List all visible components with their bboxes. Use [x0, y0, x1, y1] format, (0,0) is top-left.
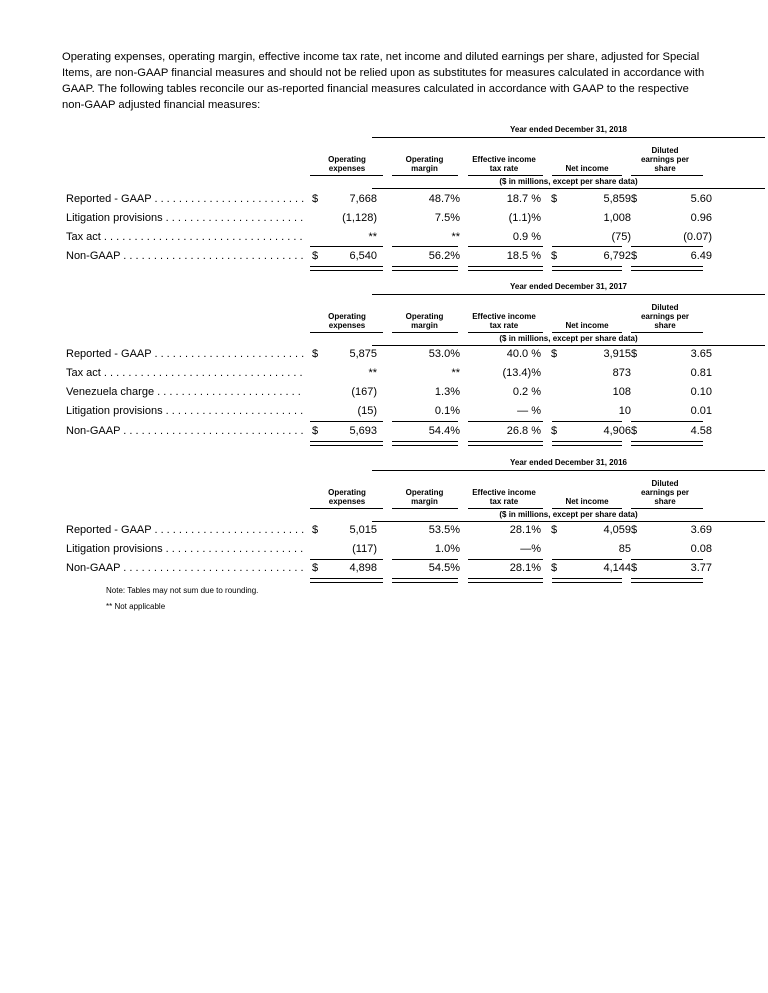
row-label: Non-GAAP . . . — [66, 247, 304, 266]
margin-value: 54.4% — [428, 425, 460, 437]
double-underline — [468, 578, 543, 583]
currency-symbol: $ — [312, 348, 319, 360]
etr-value: 0.2 % — [512, 386, 541, 398]
net-income-value: 85 — [618, 543, 631, 555]
units-caption: ($ in millions, except per share data) — [499, 177, 638, 186]
currency-symbol: $ — [551, 562, 558, 574]
etr-value: 18.7 % — [506, 193, 541, 205]
eps-value: 4.58 — [690, 425, 712, 437]
opex-value: (15) — [357, 405, 377, 417]
currency-symbol: $ — [551, 193, 558, 205]
margin-value: 53.0% — [428, 348, 460, 360]
double-underline — [468, 441, 543, 446]
eps-value: 0.96 — [690, 212, 712, 224]
table-2018 — [62, 124, 712, 274]
table-row — [62, 190, 712, 209]
header-diluted-eps: Diluted earnings per share — [640, 146, 689, 173]
etr-value: 0.9 % — [512, 231, 541, 243]
footnote-rounding: Note: Tables may not sum due to rounding. — [106, 586, 259, 595]
double-underline — [392, 266, 458, 271]
double-underline — [631, 266, 703, 271]
eps-value: 3.65 — [690, 348, 712, 360]
header-diluted-eps: Diluted earnings per share — [640, 303, 689, 330]
etr-value: — % — [517, 405, 541, 417]
header-operating-expenses: Operating expenses — [328, 155, 366, 173]
row-label: Non-GAAP . . . — [66, 422, 304, 441]
currency-symbol: $ — [551, 425, 558, 437]
net-income-value: 873 — [612, 367, 631, 379]
currency-symbol: $ — [631, 348, 638, 360]
opex-value: 5,015 — [349, 524, 377, 536]
table-title: Year ended December 31, 2016 — [510, 458, 627, 467]
header-effective-tax-rate: Effective income tax rate — [472, 312, 536, 330]
row-label: Tax act . . . — [66, 364, 304, 383]
eps-value: 5.60 — [690, 193, 712, 205]
header-net-income: Net income — [565, 321, 609, 330]
table-row-total — [62, 559, 712, 578]
margin-value: 7.5% — [434, 212, 460, 224]
currency-symbol: $ — [631, 193, 638, 205]
opex-value: 4,898 — [349, 562, 377, 574]
row-label: Litigation provisions . . . — [66, 540, 304, 559]
table-title: Year ended December 31, 2018 — [510, 125, 627, 134]
row-label: Venezuela charge . . . — [66, 383, 304, 402]
double-underline — [631, 441, 703, 446]
table-title: Year ended December 31, 2017 — [510, 282, 627, 291]
currency-symbol: $ — [631, 524, 638, 536]
etr-value: (1.1)% — [508, 212, 541, 224]
footnote-not-applicable: ** Not applicable — [106, 602, 166, 611]
margin-value: 54.5% — [428, 562, 460, 574]
title-rule — [372, 470, 765, 471]
currency-symbol: $ — [631, 425, 638, 437]
double-underline — [631, 578, 703, 583]
table-row-total — [62, 422, 712, 441]
double-underline — [392, 441, 458, 446]
currency-symbol: $ — [312, 250, 319, 262]
opex-value: 7,668 — [349, 193, 377, 205]
double-underline — [310, 578, 383, 583]
margin-value: 1.3% — [434, 386, 460, 398]
net-income-value: 4,906 — [603, 425, 631, 437]
row-label: Tax act . . . — [66, 228, 304, 247]
net-income-value: 5,859 — [603, 193, 631, 205]
margin-value: 53.5% — [428, 524, 460, 536]
table-2017 — [62, 281, 712, 451]
row-label: Reported - GAAP . . . — [66, 345, 304, 364]
header-operating-expenses: Operating expenses — [328, 312, 366, 330]
table-row — [62, 228, 712, 247]
margin-value: 1.0% — [434, 543, 460, 555]
eps-value: 0.81 — [690, 367, 712, 379]
opex-value: (117) — [352, 543, 377, 555]
opex-value: 5,875 — [349, 348, 377, 360]
net-income-value: 4,059 — [603, 524, 631, 536]
title-rule — [372, 294, 765, 295]
opex-value: (1,128) — [342, 212, 377, 224]
double-underline — [468, 266, 543, 271]
opex-value: ** — [368, 231, 377, 243]
currency-symbol: $ — [551, 250, 558, 262]
units-rule — [372, 188, 765, 189]
row-label: Litigation provisions . . . — [66, 209, 304, 228]
opex-value: (167) — [351, 386, 377, 398]
etr-value: 26.8 % — [506, 425, 541, 437]
margin-value: ** — [451, 367, 460, 379]
table-row — [62, 345, 712, 364]
units-caption: ($ in millions, except per share data) — [499, 334, 638, 343]
margin-value: 56.2% — [428, 250, 460, 262]
header-operating-margin: Operating margin — [405, 312, 444, 330]
header-effective-tax-rate: Effective income tax rate — [472, 488, 536, 506]
double-underline — [310, 266, 383, 271]
currency-symbol: $ — [551, 524, 558, 536]
table-row — [62, 364, 712, 383]
eps-value: 3.77 — [690, 562, 712, 574]
net-income-value: 4,144 — [603, 562, 631, 574]
net-income-value: 10 — [618, 405, 631, 417]
currency-symbol: $ — [312, 524, 319, 536]
net-income-value: 1,008 — [603, 212, 631, 224]
double-underline — [552, 578, 622, 583]
header-net-income: Net income — [565, 497, 609, 506]
table-row — [62, 383, 712, 402]
table-row-total — [62, 247, 712, 266]
table-row — [62, 209, 712, 228]
net-income-value: (75) — [611, 231, 631, 243]
table-2016 — [62, 457, 712, 587]
etr-value: —% — [520, 543, 541, 555]
eps-value: 3.69 — [690, 524, 712, 536]
currency-symbol: $ — [312, 425, 319, 437]
row-label: Litigation provisions . . . — [66, 402, 304, 421]
net-income-value: 108 — [612, 386, 631, 398]
etr-value: (13.4)% — [502, 367, 541, 379]
intro-paragraph: Operating expenses, operating margin, effective income tax rate, net income and diluted earnings per share, adjusted for Special Items, are non-GAAP financial measures and should not be relied upon as substitutes for measures calculated in accordance with GAAP. The following tables reconcile our as-reported financial measures calculated in accordance with GAAP to the respective non-GAAP adjusted financial measures: — [62, 51, 705, 111]
margin-value: 0.1% — [434, 405, 460, 417]
eps-value: 0.10 — [690, 386, 712, 398]
header-operating-margin: Operating margin — [405, 488, 444, 506]
header-diluted-eps: Diluted earnings per share — [640, 479, 689, 506]
currency-symbol: $ — [631, 562, 638, 574]
opex-value: 6,540 — [349, 250, 377, 262]
margin-value: 48.7% — [428, 193, 460, 205]
etr-value: 40.0 % — [506, 348, 541, 360]
etr-value: 28.1% — [509, 562, 541, 574]
currency-symbol: $ — [312, 193, 319, 205]
margin-value: ** — [451, 231, 460, 243]
double-underline — [552, 266, 622, 271]
row-label: Reported - GAAP . . . — [66, 190, 304, 209]
double-underline — [310, 441, 383, 446]
etr-value: 18.5 % — [506, 250, 541, 262]
title-rule — [372, 137, 765, 138]
opex-value: ** — [368, 367, 377, 379]
eps-value: 0.08 — [690, 543, 712, 555]
table-row — [62, 540, 712, 559]
currency-symbol: $ — [631, 250, 638, 262]
double-underline — [552, 441, 622, 446]
net-income-value: 3,915 — [603, 348, 631, 360]
eps-value: (0.07) — [683, 231, 712, 243]
header-operating-margin: Operating margin — [405, 155, 444, 173]
row-label: Reported - GAAP . . . — [66, 521, 304, 540]
row-label: Non-GAAP . . . — [66, 559, 304, 578]
opex-value: 5,693 — [349, 425, 377, 437]
units-caption: ($ in millions, except per share data) — [499, 510, 638, 519]
currency-symbol: $ — [551, 348, 558, 360]
eps-value: 0.01 — [690, 405, 712, 417]
net-income-value: 6,792 — [603, 250, 631, 262]
etr-value: 28.1% — [509, 524, 541, 536]
header-net-income: Net income — [565, 164, 609, 173]
header-effective-tax-rate: Effective income tax rate — [472, 155, 536, 173]
table-row — [62, 521, 712, 540]
double-underline — [392, 578, 458, 583]
table-row — [62, 402, 712, 421]
header-operating-expenses: Operating expenses — [328, 488, 366, 506]
currency-symbol: $ — [312, 562, 319, 574]
eps-value: 6.49 — [690, 250, 712, 262]
